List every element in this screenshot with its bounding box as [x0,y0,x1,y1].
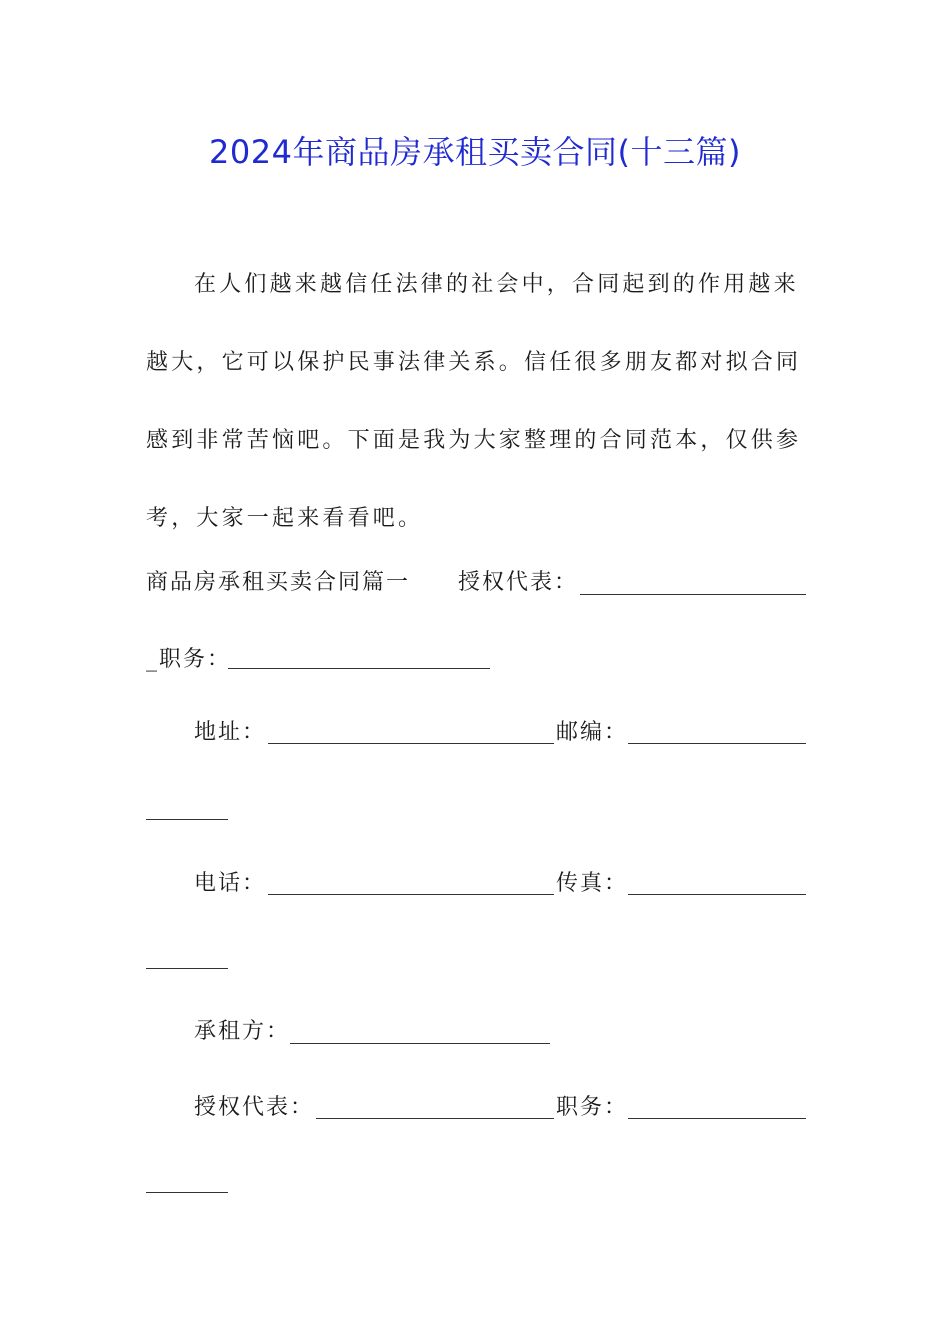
fax-blank-continued [146,968,228,969]
authorized-rep-label: 授权代表： [458,570,579,595]
position-2-blank [628,1118,806,1119]
lessee-blank [290,1043,550,1044]
intro-paragraph [146,246,808,558]
postcode-blank-continued [146,819,228,820]
authorized-rep-2-label: 授权代表： [194,1095,315,1120]
phone-label: 电话： [194,871,267,896]
phone-blank [268,894,554,895]
postcode-blank [628,743,806,744]
position-label: _职务： [146,647,232,672]
fax-label: 传真： [556,871,629,896]
postcode-label: 邮编： [556,720,629,745]
lessee-label: 承租方： [194,1019,291,1044]
position-2-label: 职务： [556,1095,629,1120]
fax-blank [628,894,806,895]
authorized-rep-2-blank [316,1118,554,1119]
position-2-blank-continued [146,1192,228,1193]
document-title: 2024年商品房承租买卖合同(十三篇) [209,133,741,171]
intro-text: 在人们越来越信任法律的社会中，合同起到的作用越来越大，它可以保护民事法律关系。信任很多朋友都对拟合同感到非常苦恼吧。下面是我为大家整理的合同范本，仅供参考，大家一起来看看吧。 [146,272,802,531]
position-blank [228,668,490,669]
authorized-rep-blank [580,594,806,595]
address-blank [268,743,554,744]
section-heading: 商品房承租买卖合同篇一 [146,570,411,595]
address-label: 地址： [194,720,267,745]
